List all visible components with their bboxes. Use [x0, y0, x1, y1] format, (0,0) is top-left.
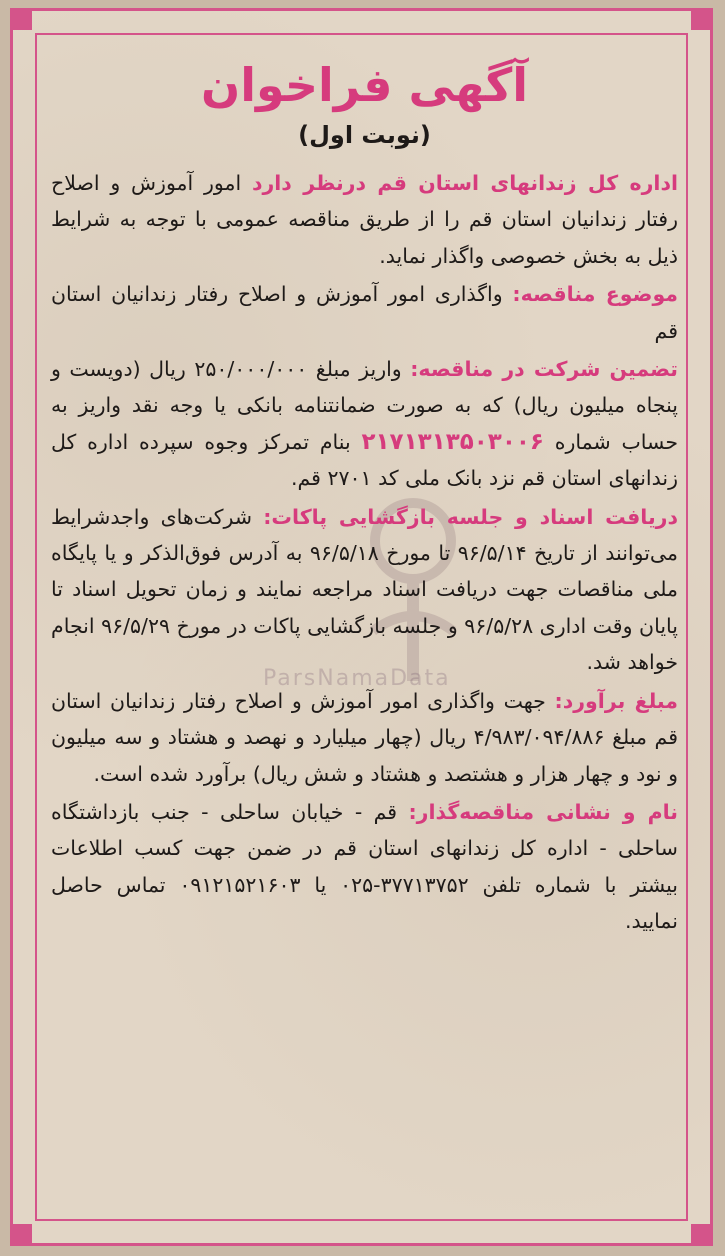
section-estimate: [51, 683, 678, 792]
section-text: واریز مبلغ ۲۵۰/۰۰۰/۰۰۰ ریال (دویست و پنجاه میلیون ریال) که به صورت ضمانتنامه بانکی یا وجه نقد واریز به حساب شماره: [51, 357, 678, 454]
corner-ornament: [691, 1224, 713, 1246]
notice-title: آگهی فراخوان: [201, 58, 528, 112]
intro-highlight: اداره کل زندانهای استان قم درنظر دارد: [251, 171, 678, 195]
section-heading: تضمین شرکت در مناقصه:: [410, 357, 678, 382]
section-subject: [51, 276, 678, 349]
section-heading: نام و نشانی مناقصه‌گذار:: [408, 799, 678, 824]
section-heading: مبلغ برآورد:: [554, 688, 678, 713]
section-text: بنام تمرکز وجوه سپرده اداره کل زندانهای استان قم نزد بانک ملی کد ۲۷۰۱ قم.: [51, 429, 678, 491]
section-heading: دریافت اسناد و جلسه بازگشایی پاکات:: [263, 504, 678, 529]
notice-content: [51, 55, 678, 940]
section-text: جهت واگذاری امور آموزش و اصلاح رفتار زندانیان استان قم مبلغ ۴/۹۸۳/۰۹۴/۸۸۶ ریال (چهار میلیارد و نهصد و هشتاد و سه میلیون و نود و چهار هزار و هشتصد و هشتاد و شش ریال) برآورد شده است.: [51, 688, 678, 786]
section-heading: موضوع مناقصه:: [512, 282, 679, 307]
section-documents: [51, 499, 678, 681]
section-text: واگذاری امور آموزش و اصلاح رفتار زندانیان استان قم: [51, 282, 678, 343]
watermark-text: ParsNamaData: [263, 666, 451, 691]
section-text: قم - خیابان ساحلی - جنب بازداشتگاه ساحلی - اداره کل زندانهای استان قم در ضمن جهت کسب اطلاعات بیشتر با شماره تلفن ۳۷۷۱۳۷۵۲-۰۲۵ یا ۰۹۱۲۱۵۲۱۶۰۳ تماس حاصل نمایید.: [51, 799, 679, 934]
intro-paragraph: [51, 165, 678, 274]
corner-ornament: [10, 8, 32, 30]
corner-ornament: [691, 8, 713, 30]
section-text: شرکت‌های واجدشرایط می‌توانند از تاریخ ۹۶/۵/۱۴ تا مورخ ۹۶/۵/۱۸ به آدرس فوق‌الذکر و یا پایگاه ملی مناقصات جهت دریافت اسناد مراجعه نمایند و زمان تحویل اسناد تا پایان وقت اداری ۹۶/۵/۲۸ و جلسه بازگشایی پاکات در مورخ ۹۶/۵/۲۹ انجام خواهد شد.: [51, 504, 678, 675]
corner-ornament: [10, 1224, 32, 1246]
notice-subtitle: (نوبت اول): [298, 121, 431, 149]
account-number: ۲۱۷۱۳۱۳۵۰۳۰۰۶: [361, 428, 544, 455]
section-address: [51, 794, 678, 940]
section-guarantee: [51, 351, 678, 497]
notice-frame: [10, 8, 713, 1246]
intro-text: امور آموزش و اصلاح رفتار زندانیان استان قم را از طریق مناقصه عمومی با توجه به شرایط ذیل به بخش خصوصی واگذار نماید.: [51, 171, 678, 268]
